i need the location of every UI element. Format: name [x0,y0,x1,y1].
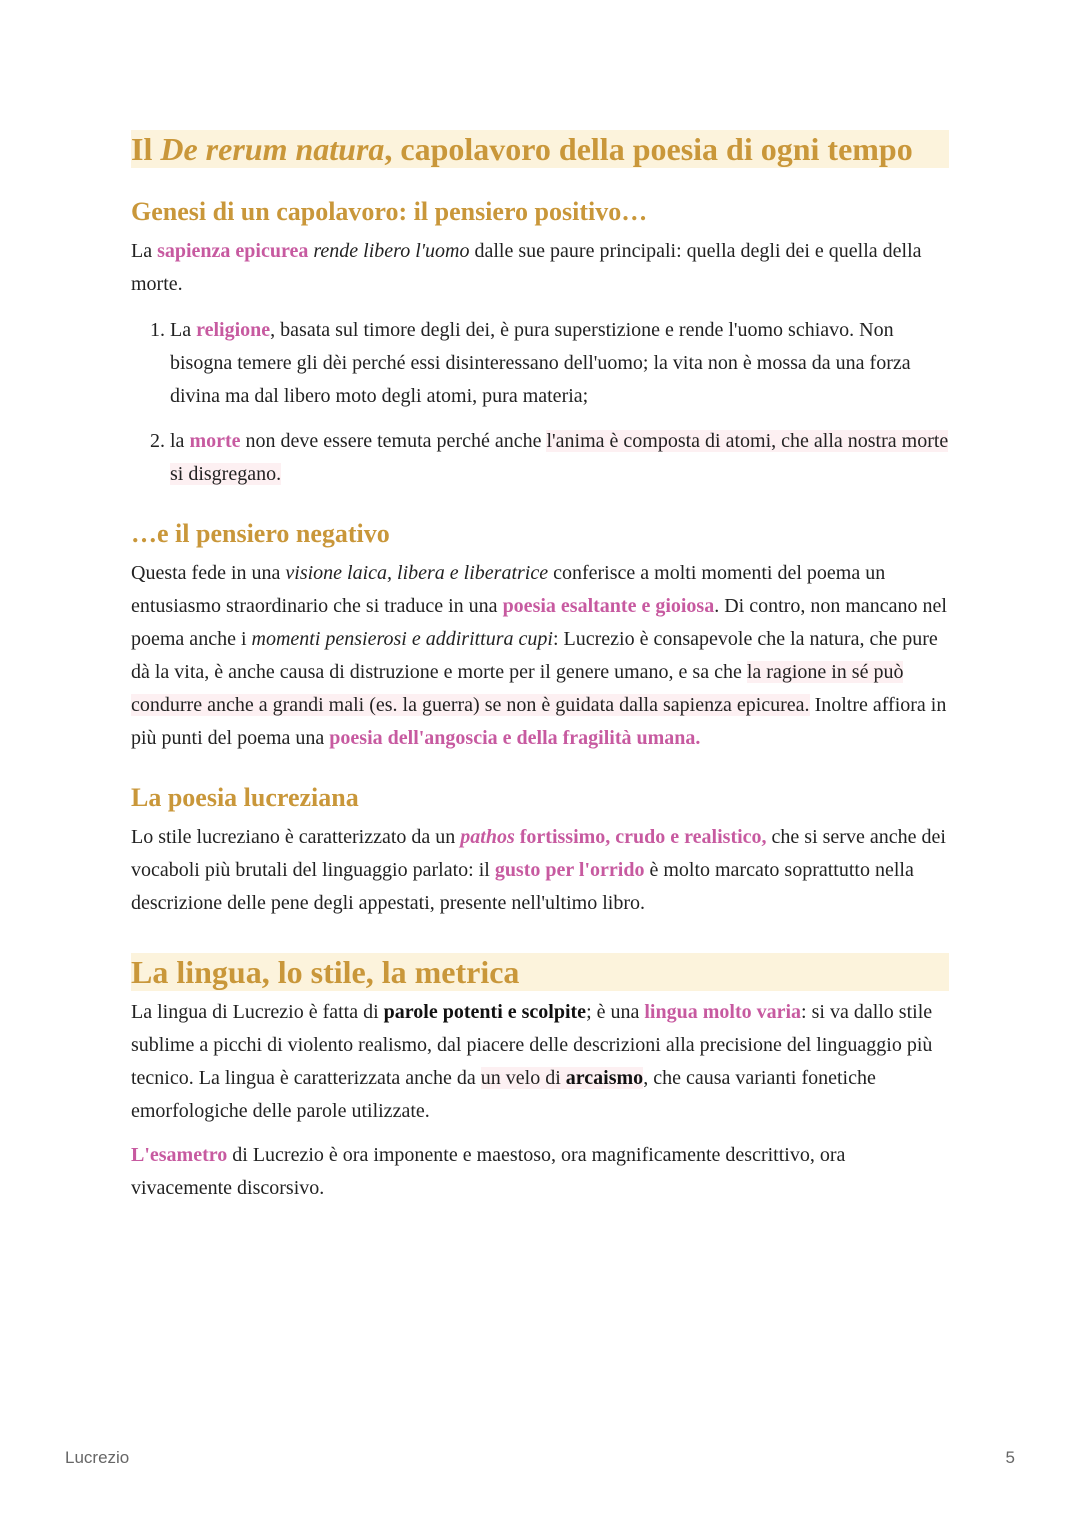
list-item: 2. la morte non deve essere temuta perché anche l'anima è composta di atomi, che alla nostra morte si disgregano. [170,425,949,491]
page-content [131,130,949,1205]
list-item: 1. La religione, basata sul timore degli dei, è pura superstizione e rende l'uomo schiavo. Non bisogna temere gli dèi perché essi disinteressano dell'uomo; la vita non è mossa da una forza divina ma dal libero moto degli atomi, pura materia; [170,314,949,413]
fears-list [131,314,949,491]
section-heading-poesia: La poesia lucreziana [131,783,359,812]
main-title: Il De rerum natura, capolavoro della poesia di ogni tempo [131,130,949,168]
paragraph-esametro: L'esametro di Lucrezio è ora imponente e maestoso, ora magnificamente descrittivo, ora vivacemente discorsivo. [131,1144,846,1199]
paragraph-lingua: La lingua di Lucrezio è fatta di parole potenti e scolpite; è una lingua molto varia: si va dallo stile sublime a picchi di violento realismo, dal piacere delle descrizioni alla precisione del linguaggio più tecnico. La lingua è caratterizzata anche da un velo di arcaismo, che causa varianti fonetiche emorfologiche delle parole utilizzate. [131,1001,933,1122]
section-heading-negativo: …e il pensiero negativo [131,519,390,548]
paragraph-stile: Lo stile lucreziano è caratterizzato da un pathos fortissimo, crudo e realistico, che si serve anche dei vocaboli più brutali del linguaggio parlato: il gusto per l'orrido è molto marcato soprattutto nella descrizione delle pene degli appestati, presente nell'ultimo libro. [131,826,946,914]
paragraph-pensiero-negativo: Questa fede in una visione laica, libera e liberatrice conferisce a molti momenti del poema un entusiasmo straordinario che si traduce in una poesia esaltante e gioiosa. Di contro, non mancano nel poema anche i momenti pensierosi e addirittura cupi: Lucrezio è consapevole che la natura, che pure dà la vita, è anche causa di distruzione e morte per il genere umano, e sa che la ragione in sé può condurre anche a grandi mali (es. la guerra) se non è guidata dalla sapienza epicurea. Inoltre affiora in più punti del poema una poesia dell'angoscia e della fragilità umana. [131,562,947,749]
section-title-lingua: La lingua, lo stile, la metrica [131,953,949,991]
section-heading-genesi: Genesi di un capolavoro: il pensiero positivo… [131,197,648,226]
page-number: 5 [1005,1448,1015,1467]
footer-title: Lucrezio [65,1448,130,1467]
paragraph-sapienza: La sapienza epicurea rende libero l'uomo dalle sue paure principali: quella degli dei e quella della morte. [131,240,922,295]
